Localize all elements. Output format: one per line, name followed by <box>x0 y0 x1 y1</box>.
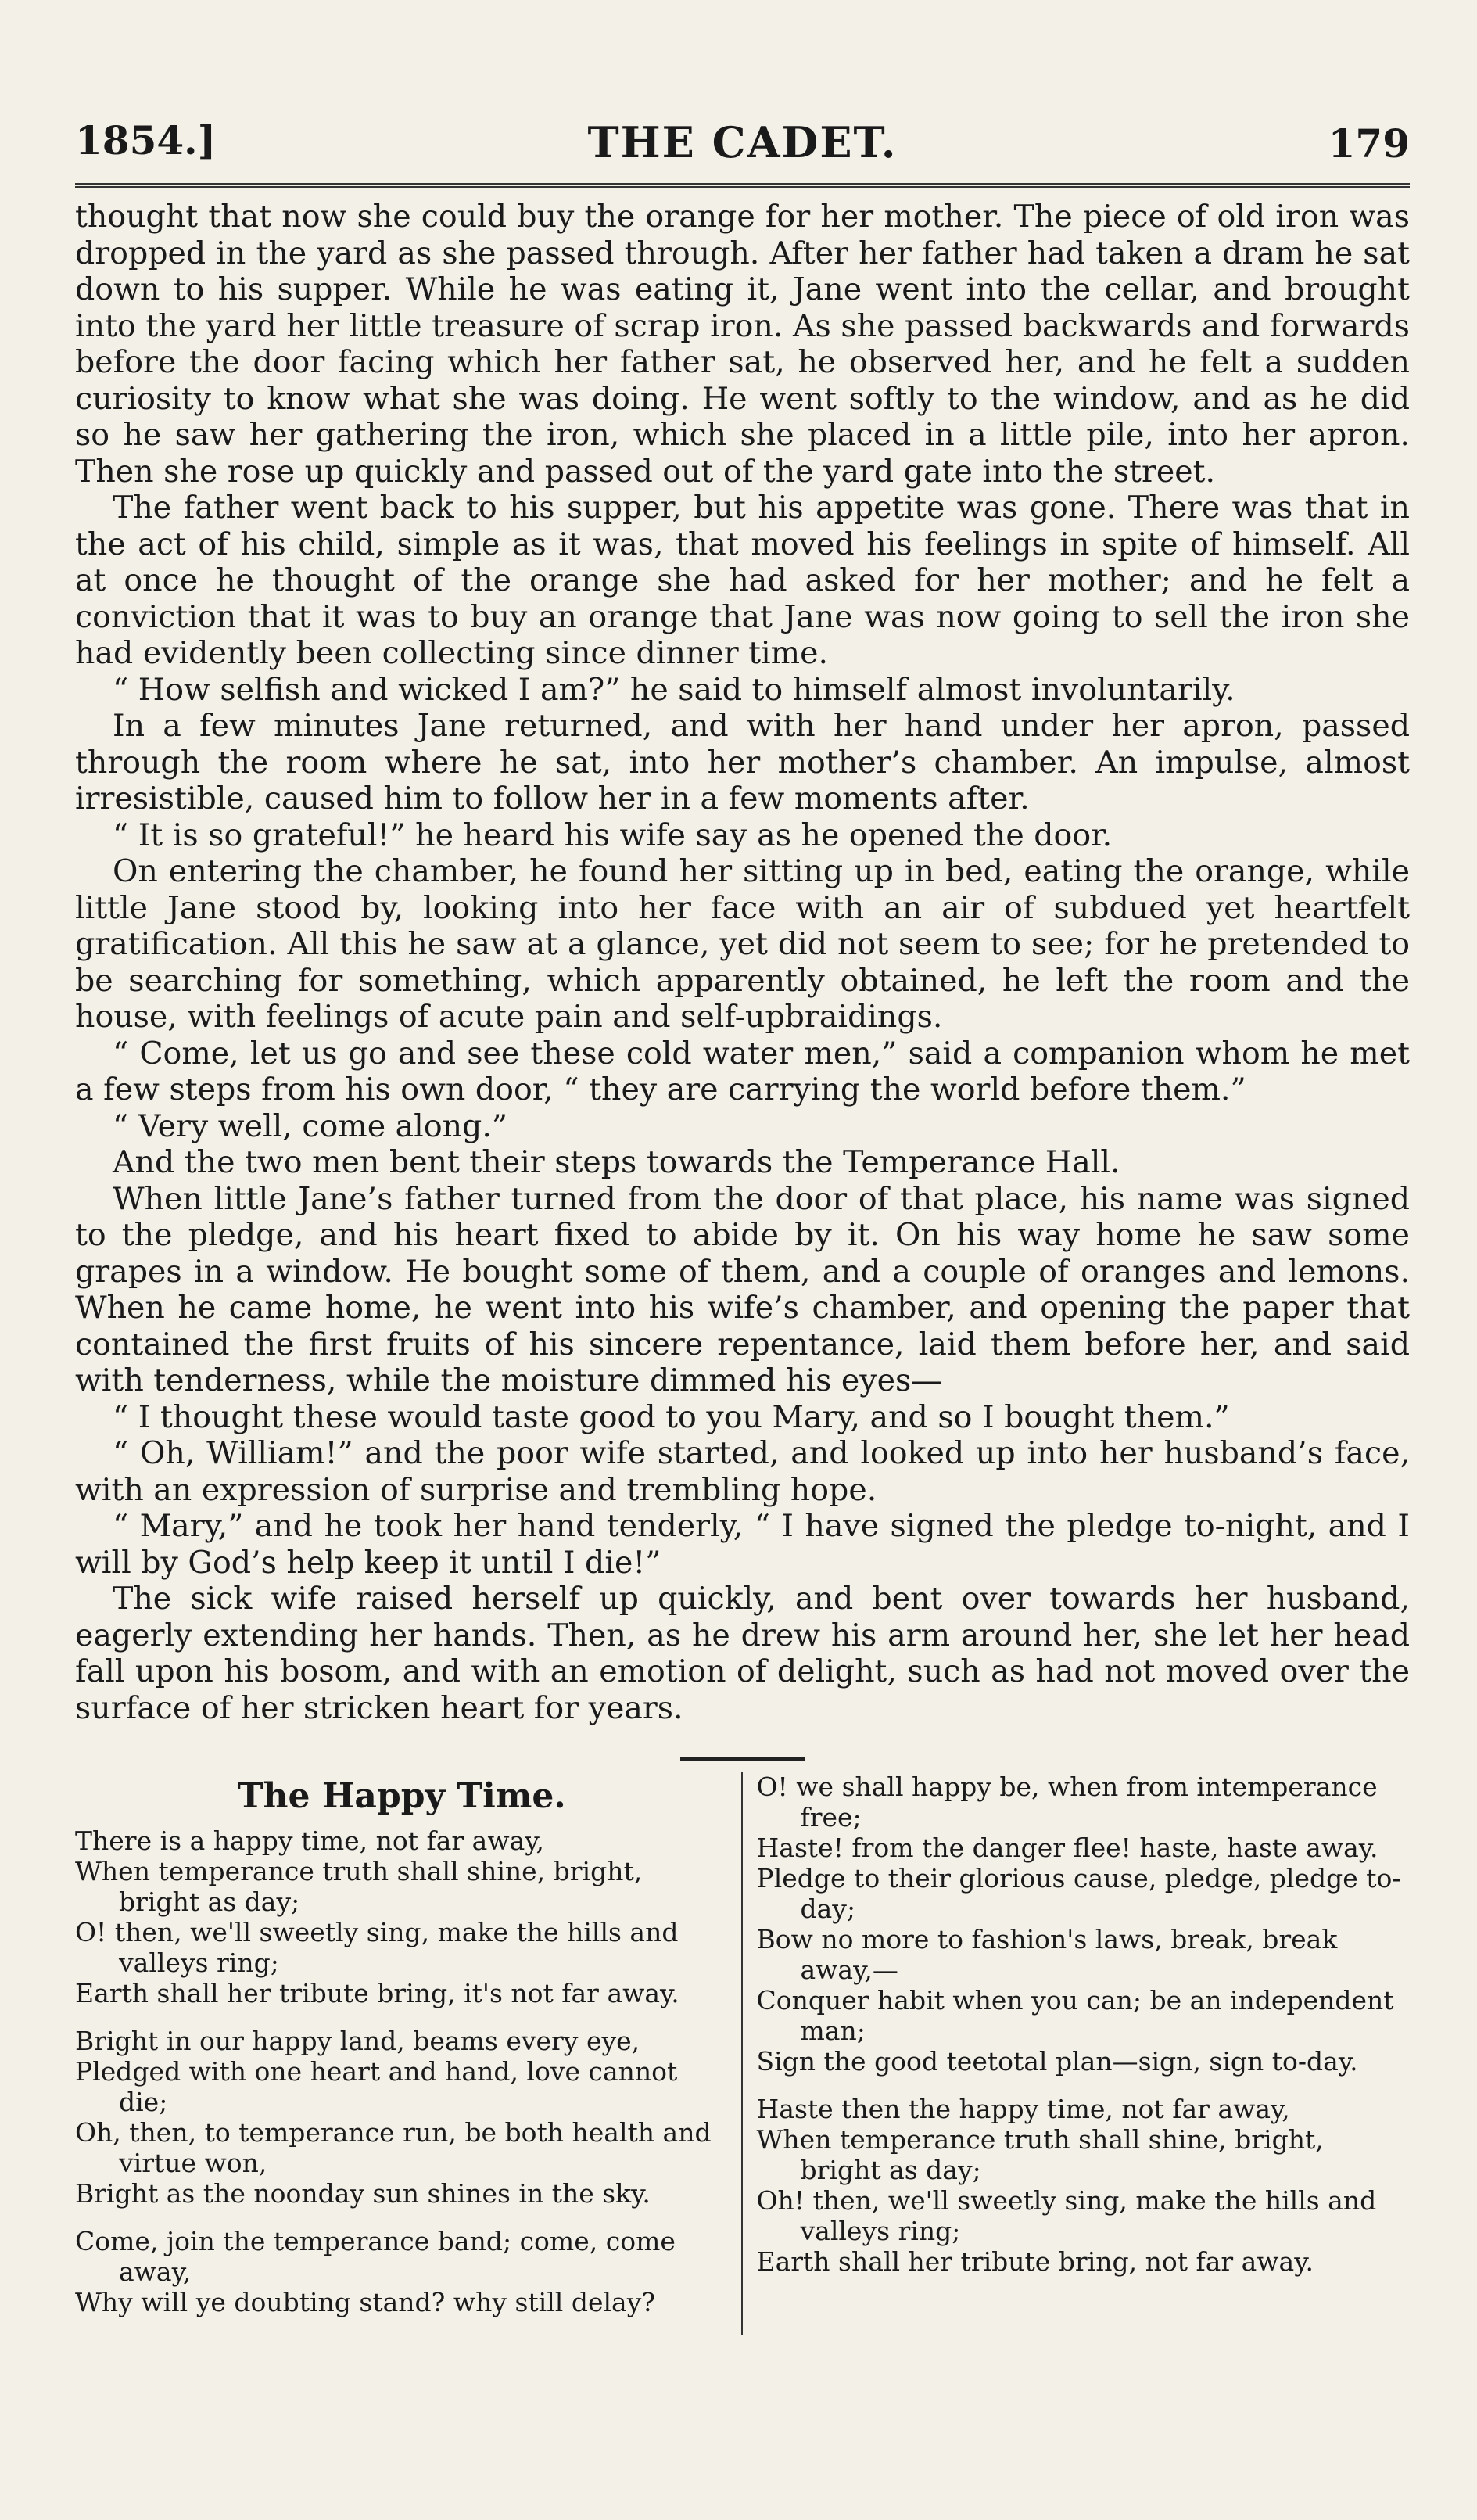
paragraph: “ I thought these would taste good to you Mary, and so I bought them.” <box>113 1398 1230 1435</box>
poem-line: Bright as the noonday sun shines in the sky. <box>75 2178 651 2209</box>
poem-stanza <box>75 2226 729 2317</box>
poem-right-column <box>743 1772 1411 2335</box>
poem-left-column <box>75 1772 743 2335</box>
paragraph: On entering the chamber, he found her sitting up in bed, eating the orange, while little Jane stood by, looking into her face with an air of subdued yet heartfelt gratification. All this he saw at a glance, yet did not seem to see; for he pretended to be searching for something, which apparently obtained, he left the room and the house, with feelings of acute pain and self-upbraidings. <box>75 853 1410 1035</box>
poem-line: There is a happy time, not far away, <box>75 1825 545 1856</box>
paragraph: “ How selfish and wicked I am?” he said to himself almost involuntarily. <box>113 671 1235 708</box>
paragraph: The sick wife raised herself up quickly, and bent over towards her husband, eagerly extending her hands. Then, as he drew his arm around her, she let her head fall upon his bosom, and with an emotion of delight, such as had not moved over the surface of her stricken heart for years. <box>75 1581 1410 1726</box>
paragraph: “ Come, let us go and see these cold water men,” said a companion whom he met a few steps from his own door, “ they are carrying the world before them.” <box>75 1035 1410 1107</box>
poem-line: When temperance truth shall shine, bright, bright as day; <box>756 2124 1324 2185</box>
page-header <box>75 117 1410 183</box>
paragraph: And the two men bent their steps towards the Temperance Hall. <box>113 1144 1120 1180</box>
header-year: 1854.] <box>75 117 217 163</box>
poem-line: Earth shall her tribute bring, not far away. <box>756 2246 1314 2277</box>
poem-line: Bow no more to fashion's laws, break, break away,— <box>756 1924 1338 1985</box>
poem-title: The Happy Time. <box>237 1776 566 1816</box>
poem-line: Pledged with one heart and hand, love cannot die; <box>75 2056 678 2117</box>
poem-line: Haste then the happy time, not far away, <box>756 2094 1290 2124</box>
paragraph: “ Mary,” and he took her hand tenderly, “ I have signed the pledge to-night, and I will by God’s help keep it until I die!” <box>75 1508 1410 1581</box>
paragraph: “ Very well, come along.” <box>113 1107 508 1144</box>
poem-line: Conquer habit when you can; be an independent man; <box>756 1985 1394 2046</box>
poem-stanza <box>75 1825 729 2008</box>
header-title: THE CADET. <box>587 117 898 167</box>
poem-line: When temperance truth shall shine, bright, bright as day; <box>75 1856 643 1917</box>
paragraph: In a few minutes Jane returned, and with her hand under her apron, passed through the room where he sat, into her mother’s chamber. An impulse, almost irresistible, caused him to follow her in a few moments after. <box>75 708 1410 817</box>
poem-stanza <box>75 2026 729 2209</box>
poem-line: Sign the good teetotal plan—sign, sign to-day. <box>756 2046 1358 2077</box>
poem-line: Why will ye doubting stand? why still delay? <box>75 2287 656 2317</box>
poem-line: O! we shall happy be, when from intemperance free; <box>756 1772 1378 1833</box>
poem-line: Haste! from the danger flee! haste, haste away. <box>756 1833 1378 1863</box>
page-number: 179 <box>1328 120 1410 167</box>
poem-line: O! then, we'll sweetly sing, make the hills and valleys ring; <box>75 1917 679 1978</box>
poem-line: Oh! then, we'll sweetly sing, make the hills and valleys ring; <box>756 2185 1377 2246</box>
poem-line: Earth shall her tribute bring, it's not far away. <box>75 1978 679 2008</box>
paragraph: thought that now she could buy the orange for her mother. The piece of old iron was dropped in the yard as she passed through. After her father had taken a dram he sat down to his supper. While he was eating it, Jane went into the cellar, and brought into the yard her little treasure of scrap iron. As she passed backwards and forwards before the door facing which her father sat, he observed her, and he felt a sudden curiosity to know what she was doing. He went softly to the window, and as he did so he saw her gathering the iron, which she placed in a little pile, into her apron. Then she rose up quickly and passed out of the yard gate into the street. <box>75 199 1410 490</box>
poem-line: Oh, then, to temperance run, be both health and virtue won, <box>75 2117 712 2178</box>
header-rule <box>75 183 1410 188</box>
story-text <box>75 199 1410 1726</box>
poem <box>75 1772 1410 2335</box>
poem-line: Pledge to their glorious cause, pledge, pledge to-day; <box>756 1863 1401 1924</box>
section-divider <box>680 1757 805 1761</box>
poem-line: Come, join the temperance band; come, come away, <box>75 2226 676 2287</box>
paragraph: “ It is so grateful!” he heard his wife say as he opened the door. <box>113 817 1113 853</box>
paragraph: The father went back to his supper, but his appetite was gone. There was that in the act of his child, simple as it was, that moved his feelings in spite of himself. All at once he thought of the orange she had asked for her mother; and he felt a conviction that it was to buy an orange that Jane was now going to sell the iron she had evidently been collecting since dinner time. <box>75 490 1410 671</box>
poem-stanza <box>757 1772 1411 2077</box>
poem-line: Bright in our happy land, beams every eye, <box>75 2026 640 2056</box>
poem-stanza <box>757 2094 1411 2277</box>
paragraph: “ Oh, William!” and the poor wife started, and looked up into her husband’s face, with an expression of surprise and trembling hope. <box>75 1435 1410 1508</box>
paragraph: When little Jane’s father turned from the door of that place, his name was signed to the pledge, and his heart fixed to abide by it. On his way home he saw some grapes in a window. He bought some of them, and a couple of oranges and lemons. When he came home, he went into his wife’s chamber, and opening the paper that contained the first fruits of his sincere repentance, laid them before her, and said with tenderness, while the moisture dimmed his eyes— <box>75 1180 1410 1398</box>
